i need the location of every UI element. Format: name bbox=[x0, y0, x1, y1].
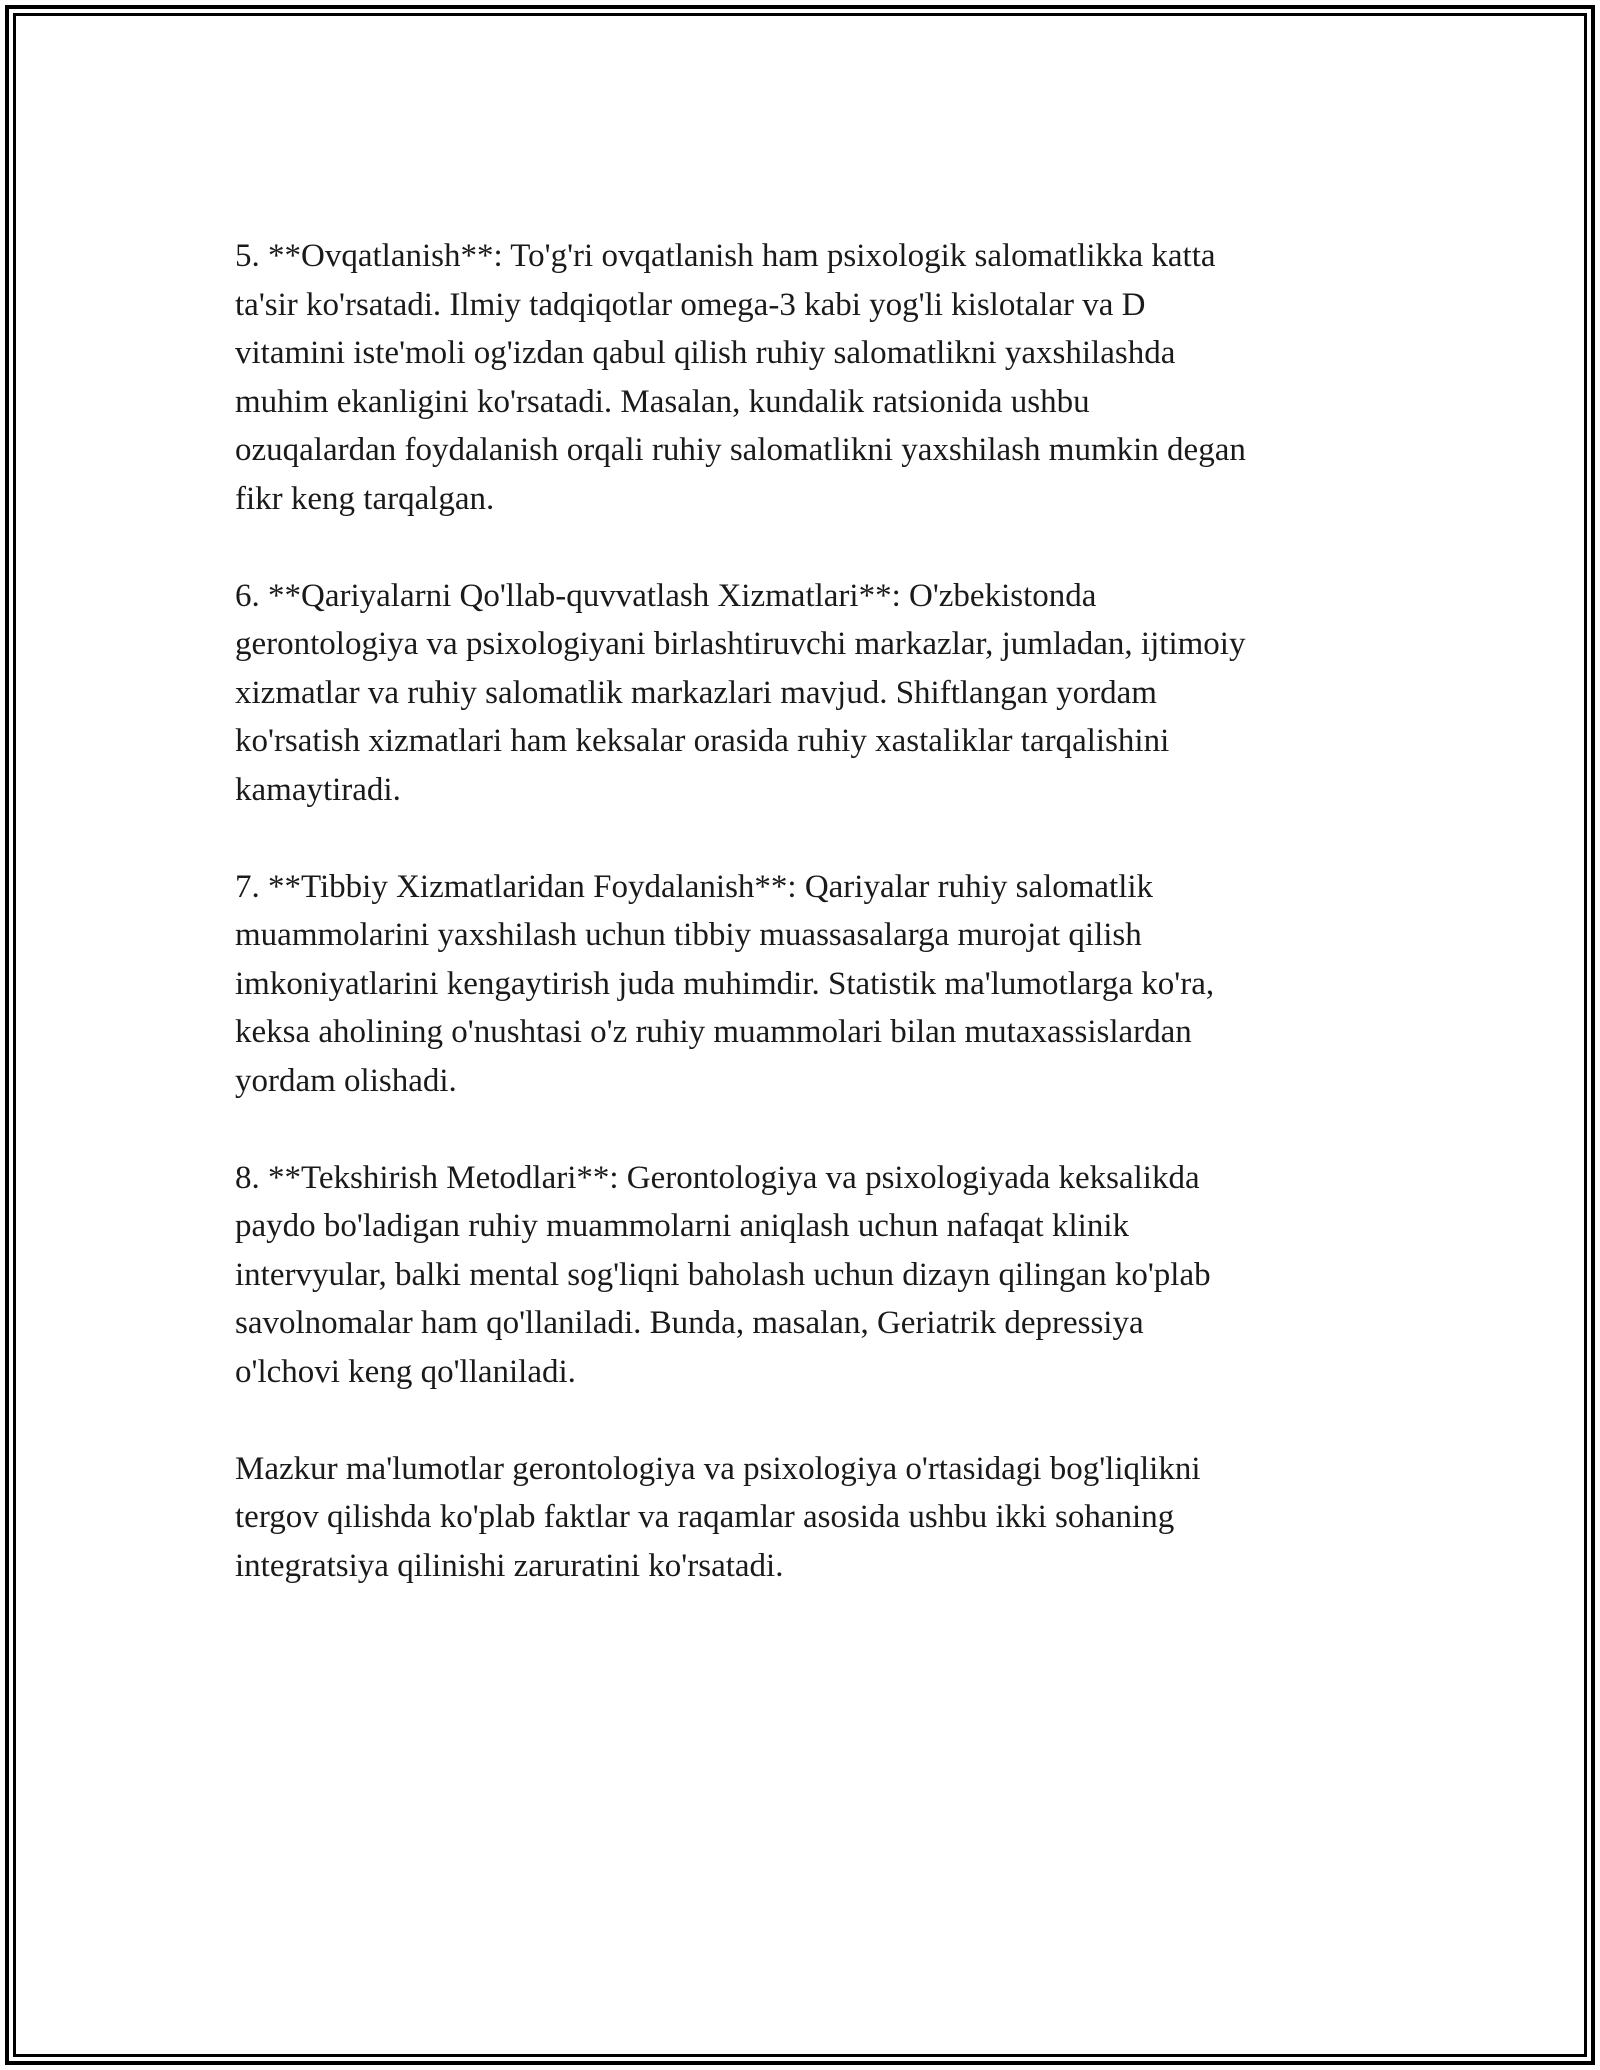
document-body bbox=[235, 232, 1375, 1590]
paragraph-elderly-support-services: 6. **Qariyalarni Qo'llab-quvvatlash Xizmatlari**: O'zbekistonda gerontologiya va psixologiyani birlashtiruvchi markazlar, jumladan, ijtimoiy xizmatlar va ruhiy salomatlik markazlari mavjud. Shiftlangan yordam ko'rsatish xizmatlari ham keksalar orasida ruhiy xastaliklar tarqalishini kamaytiradi. bbox=[235, 577, 1246, 808]
paragraph-nutrition: 5. **Ovqatlanish**: To'g'ri ovqatlanish ham psixologik salomatlikka katta ta'sir ko'rsatadi. Ilmiy tadqiqotlar omega-3 kabi yog'li kislotalar va D vitamini iste'moli og'izdan qabul qilish ruhiy salomatlikni yaxshilashda muhim ekanligini ko'rsatadi. Masalan, kundalik ratsionida ushbu ozuqalardan foydalanish orqali ruhiy salomatlikni yaxshilash mumkin degan fikr keng tarqalgan. bbox=[235, 238, 1246, 517]
paragraph-examination-methods: 8. **Tekshirish Metodlari**: Gerontologiya va psixologiyada keksalikda paydo bo'ladigan ruhiy muammolarni aniqlash uchun nafaqat klinik intervyular, balki mental sog'liqni baholash uchun dizayn qilingan ko'plab savolnomalar ham qo'llaniladi. Bunda, masalan, Geriatrik depressiya o'lchovi keng qo'llaniladi. bbox=[235, 1159, 1211, 1390]
paragraph-conclusion: Mazkur ma'lumotlar gerontologiya va psixologiya o'rtasidagi bog'liqlikni tergov qilishda ko'plab faktlar va raqamlar asosida ushbu ikki sohaning integratsiya qilinishi zaruratini ko'rsatadi. bbox=[235, 1450, 1201, 1584]
paragraph-medical-services: 7. **Tibbiy Xizmatlaridan Foydalanish**: Qariyalar ruhiy salomatlik muammolarini yaxshilash uchun tibbiy muassasalarga murojat qilish imkoniyatlarini kengaytirish juda muhimdir. Statistik ma'lumotlarga ko'ra, keksa aholining o'nushtasi o'z ruhiy muammolari bilan mutaxassislardan yordam olishadi. bbox=[235, 868, 1215, 1099]
